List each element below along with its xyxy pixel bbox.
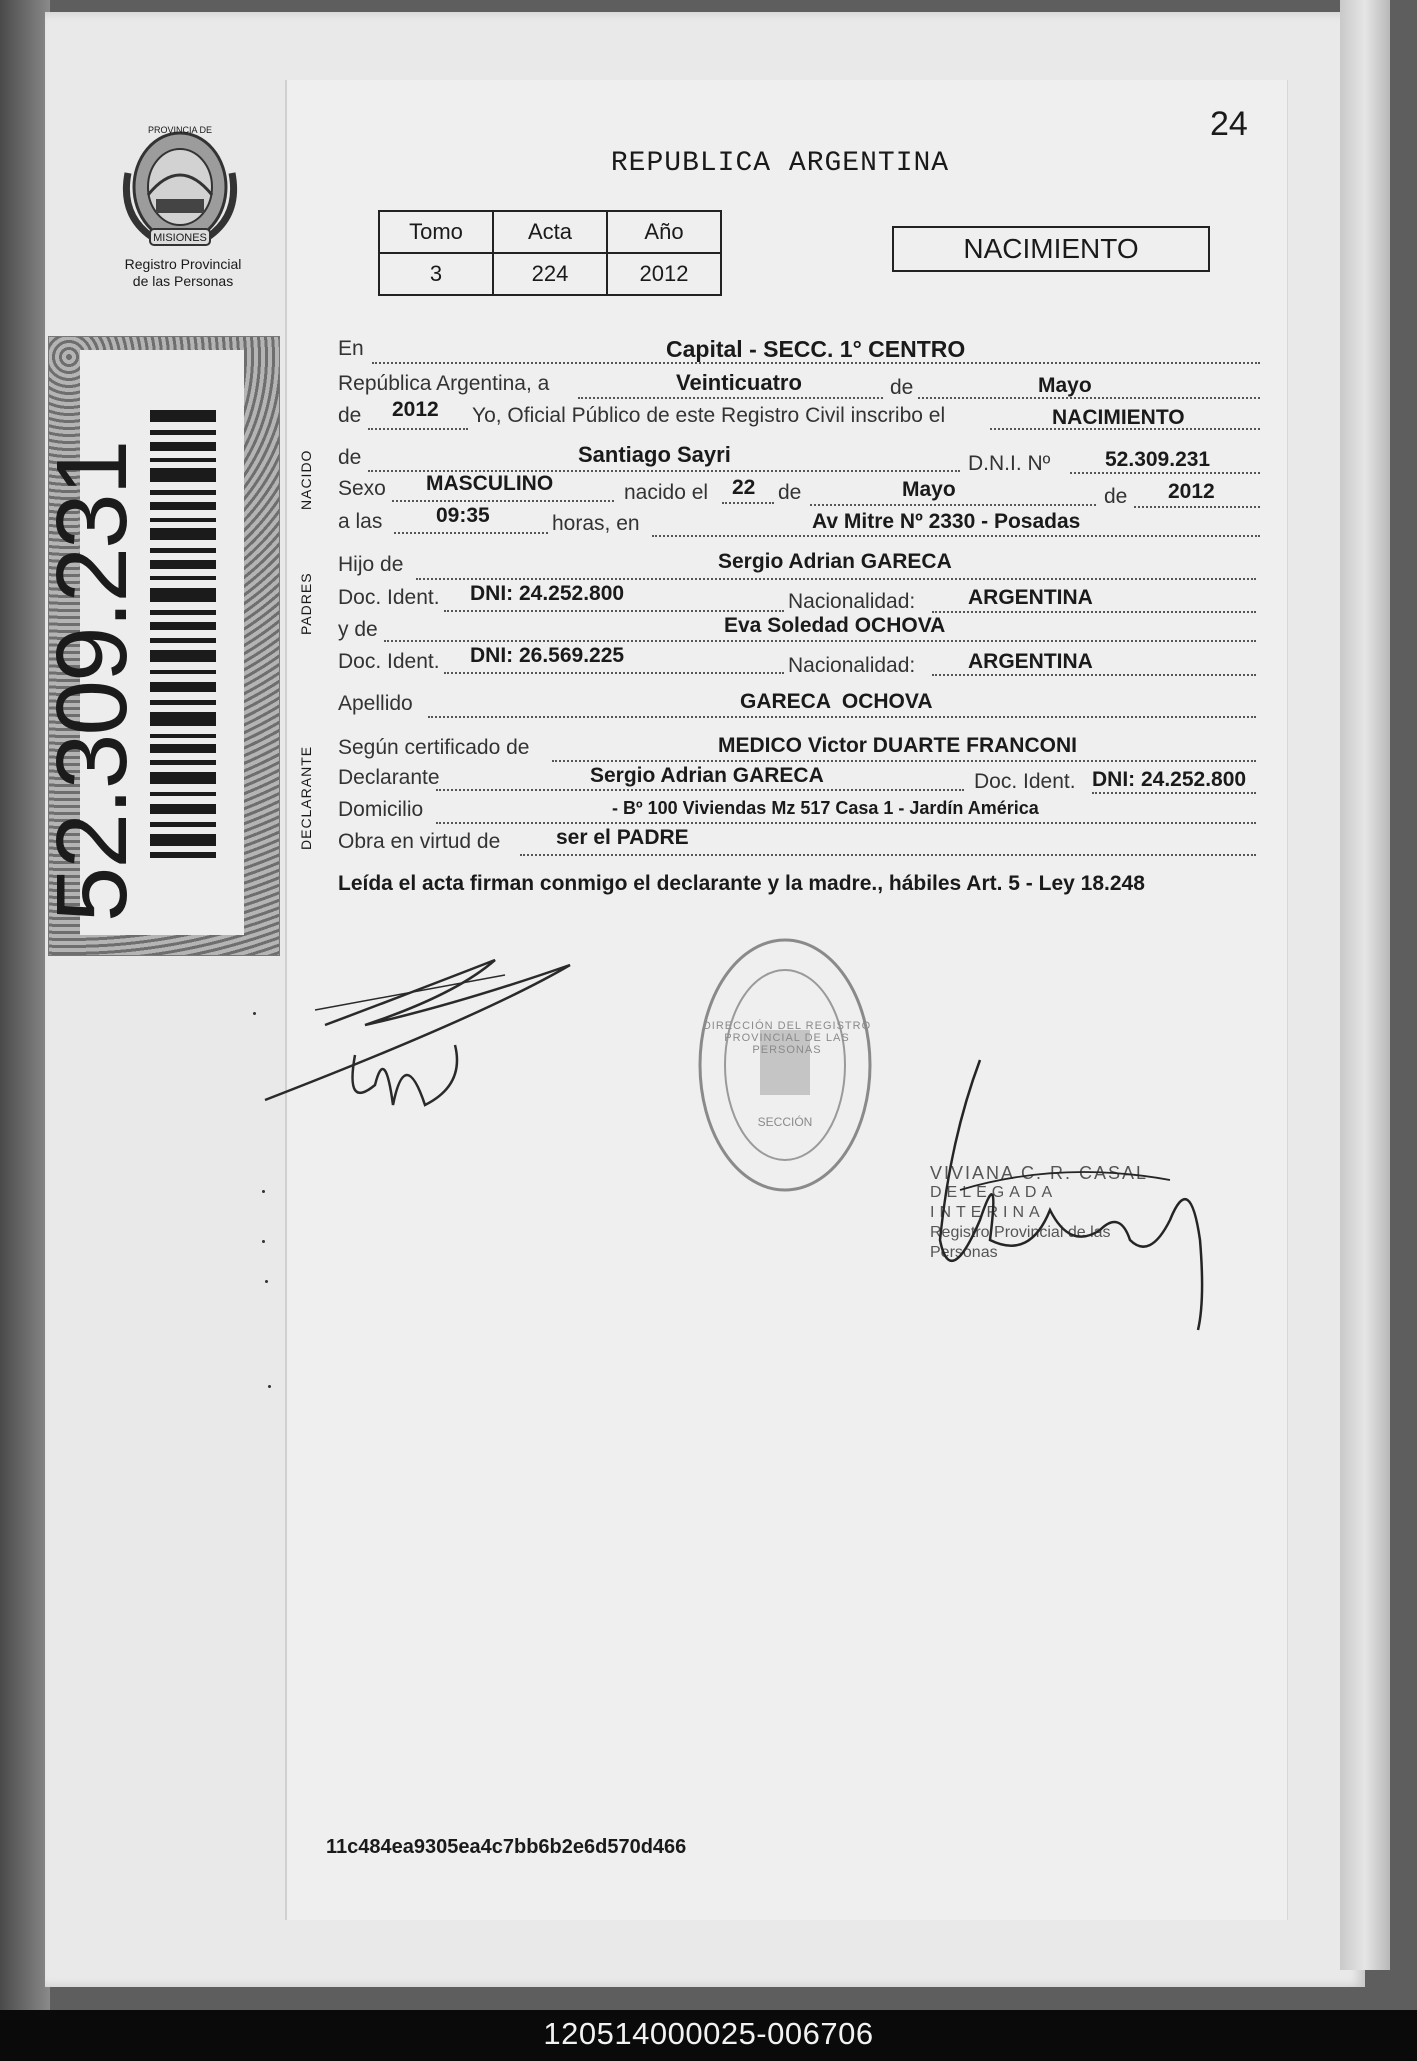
label-de: de: [890, 376, 914, 399]
closing-statement: Leída el acta firman conmigo el declarante y la madre., hábiles Art. 5 - Ley 18.248: [338, 872, 1145, 895]
label-a-las: a las: [338, 510, 383, 533]
label-doc-madre: Doc. Ident.: [338, 650, 440, 673]
label-nacionalidad-padre: Nacionalidad:: [788, 590, 916, 613]
stamp-section-text: SECCIÓN: [757, 1115, 813, 1129]
value-nacido-mes: Mayo: [902, 478, 956, 501]
value-dni: 52.309.231: [1105, 448, 1211, 471]
dotted-line: [416, 578, 1256, 580]
speck: [265, 1280, 268, 1283]
book-edge: [1340, 0, 1390, 1970]
record-type-box: NACIMIENTO: [892, 226, 1210, 272]
barcode: [150, 410, 216, 860]
dotted-line: [428, 716, 1256, 718]
value-anio: 2012: [392, 398, 439, 421]
label-inscribo: Yo, Oficial Público de este Registro Civil inscribo el: [472, 404, 946, 427]
dotted-line: [1092, 792, 1256, 794]
dotted-line: [652, 535, 1260, 537]
dotted-line: [384, 640, 1256, 642]
value-lugar-registro: Capital - SECC. 1° CENTRO: [666, 336, 966, 362]
value-madre-doc: DNI: 26.569.225: [470, 644, 625, 667]
document-title: REPUBLICA ARGENTINA: [610, 148, 950, 179]
registry-line1: Registro Provincial: [124, 256, 242, 272]
value-tomo: 3: [379, 253, 493, 295]
value-madre-nacionalidad: ARGENTINA: [968, 650, 1093, 673]
value-lugar-nacimiento: Av Mitre Nº 2330 - Posadas: [812, 510, 1081, 533]
label-obra: Obra en virtud de: [338, 830, 501, 853]
value-nacido-anio: 2012: [1168, 480, 1215, 503]
header-tomo: Tomo: [379, 211, 493, 253]
dotted-line: [444, 610, 784, 612]
value-padre-doc: DNI: 24.252.800: [470, 582, 625, 605]
dotted-line: [394, 532, 548, 534]
label-en: En: [338, 337, 364, 360]
side-label-declarante: DECLARANTE: [298, 745, 314, 850]
header-acta: Acta: [493, 211, 607, 253]
speck: [262, 1190, 265, 1193]
declarant-signature: [255, 935, 585, 1135]
registry-stamp: [690, 930, 880, 1200]
value-sexo: MASCULINO: [426, 472, 554, 495]
speck: [253, 1012, 256, 1015]
label-nacionalidad-madre: Nacionalidad:: [788, 654, 916, 677]
label-de-nombre: de: [338, 446, 362, 469]
value-padre-nacionalidad: ARGENTINA: [968, 586, 1093, 609]
acta-table: [378, 210, 722, 296]
value-declarante: Sergio Adrian GARECA: [590, 764, 824, 787]
dotted-line: [578, 397, 883, 399]
registry-line2: de las Personas: [132, 273, 234, 289]
emblem-arc-text: PROVINCIA DE: [147, 125, 212, 135]
value-nombre: Santiago Sayri: [578, 442, 731, 467]
value-domicilio: - Bº 100 Viviendas Mz 517 Casa 1 - Jardín América: [612, 798, 1039, 818]
stamp-ring-text: DIRECCIÓN DEL REGISTRO PROVINCIAL DE LAS PERSONAS: [702, 1020, 872, 1056]
value-madre: Eva Soledad OCHOVA: [724, 614, 946, 637]
value-mes: Mayo: [1038, 374, 1092, 397]
value-acta: 224: [493, 253, 607, 295]
dotted-line: [932, 674, 1256, 676]
speck: [262, 1240, 265, 1243]
value-dia: Veinticuatro: [676, 370, 802, 395]
value-nacido-dia: 22: [732, 476, 756, 499]
value-padre: Sergio Adrian GARECA: [718, 550, 952, 573]
official-role: DELEGADA INTERINA: [930, 1184, 1057, 1221]
official-name: VIVIANA C. R. CASAL: [930, 1163, 1149, 1183]
dotted-line: [368, 428, 468, 430]
dotted-line: [436, 789, 964, 791]
value-declarante-doc: DNI: 24.252.800: [1092, 768, 1247, 791]
value-hora: 09:35: [436, 504, 490, 527]
footer-code: 120514000025-006706: [543, 2016, 874, 2051]
scanner-background-left: [0, 0, 50, 2010]
official-registry: Registro Provincial de las Personas: [930, 1224, 1111, 1261]
label-sexo: Sexo: [338, 477, 386, 500]
acta-table-header-row: [379, 211, 721, 253]
dotted-line: [932, 611, 1256, 613]
dotted-line: [722, 502, 774, 504]
dotted-line: [552, 760, 1256, 762]
label-doc-declarante: Doc. Ident.: [974, 770, 1076, 793]
label-apellido: Apellido: [338, 692, 413, 715]
acta-table-value-row: [379, 253, 721, 295]
label-de-mes: de: [778, 481, 802, 504]
label-y-de: y de: [338, 618, 378, 641]
dotted-line: [1070, 472, 1260, 474]
sticker-number: 52.309.231: [36, 441, 148, 923]
document-hash: 11c484ea9305ea4c7bb6b2e6d570d466: [326, 1836, 687, 1858]
official-signature: [920, 1040, 1220, 1340]
emblem-bottom-text: MISIONES: [153, 232, 207, 244]
side-label-padres: PADRES: [298, 572, 314, 635]
label-de-anio2: de: [1104, 485, 1128, 508]
dotted-line: [810, 504, 1096, 506]
page-number: 24: [1210, 105, 1248, 143]
value-apellido: GARECA OCHOVA: [740, 690, 933, 713]
label-horas-en: horas, en: [552, 512, 640, 535]
value-inscribo: NACIMIENTO: [1052, 406, 1185, 429]
label-nacido: nacido el: [624, 481, 709, 504]
value-anio: 2012: [607, 253, 721, 295]
value-obra: ser el PADRE: [556, 826, 689, 849]
label-republica: República Argentina, a: [338, 372, 550, 395]
dotted-line: [436, 822, 1256, 824]
side-label-nacido: NACIDO: [298, 449, 314, 510]
header-anio: Año: [607, 211, 721, 253]
label-dni: D.N.I. Nº: [968, 452, 1051, 475]
label-de-anio: de: [338, 404, 362, 427]
label-hijo-de: Hijo de: [338, 553, 404, 576]
label-doc-padre: Doc. Ident.: [338, 586, 440, 609]
label-certificado: Según certificado de: [338, 736, 530, 759]
label-declarante: Declarante: [338, 766, 440, 789]
dotted-line: [1134, 506, 1260, 508]
dotted-line: [520, 854, 1256, 856]
registry-name: [108, 256, 258, 290]
label-domicilio: Domicilio: [338, 798, 424, 821]
dotted-line: [444, 672, 784, 674]
speck: [268, 1385, 271, 1388]
dotted-line: [392, 500, 614, 502]
value-certificado: MEDICO Victor DUARTE FRANCONI: [718, 734, 1077, 757]
